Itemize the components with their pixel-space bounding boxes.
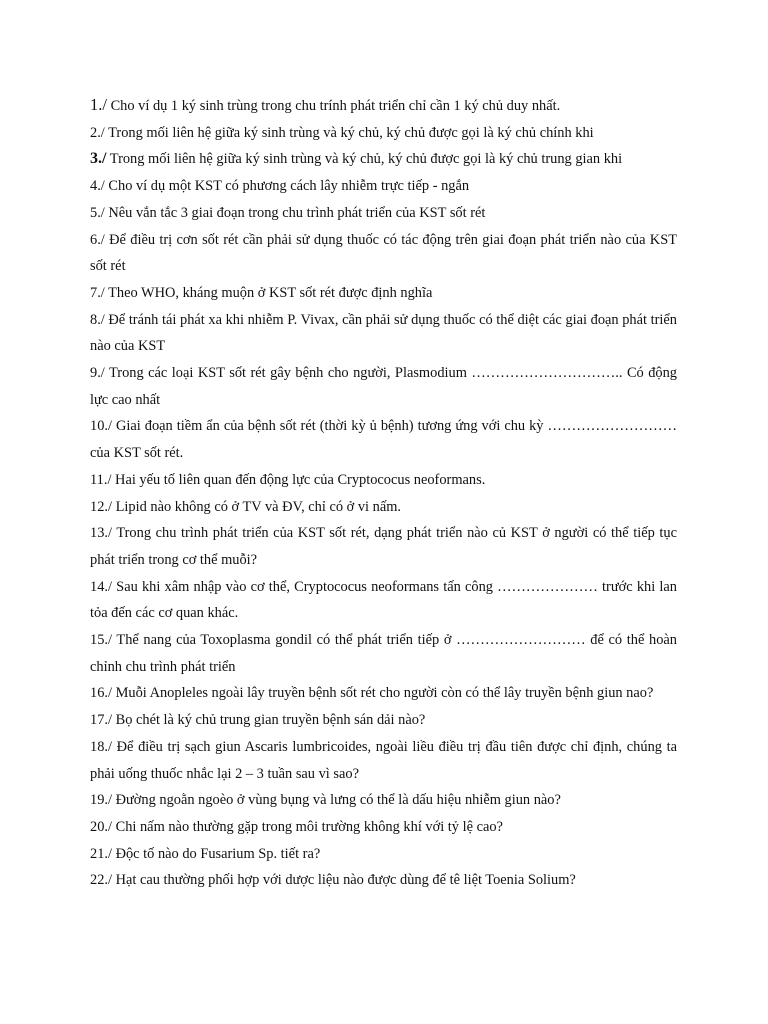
question-number: 3./ [90, 150, 107, 168]
question-item [90, 787, 677, 814]
question-number: 1./ [90, 95, 107, 114]
question-number: 5./ [90, 204, 105, 221]
question-item [90, 92, 677, 120]
question-item [90, 627, 677, 680]
question-item [90, 280, 677, 307]
question-text: Để điều trị sạch giun Ascaris lumbricoides, ngoài liều điều trị đầu tiên được chỉ định, chúng ta phải uống thuốc nhắc lại 2 – 3 tuần sau vì sao? [90, 738, 677, 782]
question-item [90, 413, 677, 466]
question-text: Chi nấm nào thường gặp trong môi trường không khí với tỷ lệ cao? [112, 818, 503, 835]
question-item [90, 307, 677, 360]
question-item [90, 680, 677, 707]
question-number: 6./ [90, 231, 105, 248]
question-number: 14./ [90, 578, 112, 595]
question-item [90, 360, 677, 413]
question-text: Sau khi xâm nhập vào cơ thể, Cryptococus neoformans tấn công ………………… trước khi lan tỏa đến các cơ quan khác. [90, 578, 677, 622]
question-number: 15./ [90, 632, 112, 649]
question-item [90, 734, 677, 787]
question-text: Để điều trị cơn sốt rét cần phải sử dụng thuốc có tác động trên giai đoạn phát triển nào của KST sốt rét [90, 231, 677, 275]
question-text: Bọ chét là ký chủ trung gian truyền bệnh sán dải nào? [112, 712, 426, 729]
question-number: 16./ [90, 685, 112, 702]
question-text: Trong các loại KST sốt rét gây bệnh cho người, Plasmodium ………………………….. Có động lực cao nhất [90, 365, 677, 408]
question-number: 9./ [90, 365, 105, 382]
question-number: 22./ [90, 872, 112, 889]
question-number: 12./ [90, 498, 112, 515]
question-item [90, 574, 677, 627]
question-text: Cho ví dụ một KST có phương cách lây nhiễm trực tiếp - ngắn [104, 178, 470, 195]
question-item [90, 841, 677, 868]
question-text: Muỗi Anopleles ngoài lây truyền bệnh sốt rét cho người còn có thể lây truyền bệnh giun nao? [112, 685, 654, 702]
question-item [90, 520, 677, 573]
question-text: Để tránh tái phát xa khi nhiễm P. Vivax, cần phải sử dụng thuốc có thể diệt các giai đoạn phát triển nào của KST [90, 311, 677, 355]
question-item [90, 173, 677, 200]
question-item [90, 227, 677, 280]
question-list [90, 92, 677, 894]
question-item [90, 867, 677, 894]
question-text: Theo WHO, kháng muộn ở KST sốt rét được định nghĩa [104, 284, 433, 301]
question-text: Hạt cau thường phối hợp với dược liệu nào được dùng để tê liệt Toenia Solium? [112, 872, 576, 889]
question-number: 7./ [90, 284, 105, 301]
question-item [90, 494, 677, 521]
question-number: 20./ [90, 818, 112, 835]
question-text: Giai đoạn tiềm ẩn của bệnh sốt rét (thời kỳ ủ bệnh) tương ứng với chu kỳ ……………………… của KST sốt rét. [90, 418, 677, 462]
question-text: Độc tố nào do Fusarium Sp. tiết ra? [112, 845, 321, 862]
question-number: 8./ [90, 311, 105, 328]
question-text: Trong mối liên hệ giữa ký sinh trùng và ký chủ, ký chủ được gọi là ký chủ trung gian khi [106, 151, 623, 168]
question-number: 10./ [90, 418, 112, 435]
question-item [90, 200, 677, 227]
question-number: 18./ [90, 738, 112, 755]
question-item [90, 146, 677, 173]
question-item [90, 120, 677, 147]
question-text: Đường ngoằn ngoèo ở vùng bụng và lưng có thể là dấu hiệu nhiễm giun nào? [112, 792, 561, 809]
question-text: Trong mối liên hệ giữa ký sinh trùng và ký chủ, ký chủ được gọi là ký chủ chính khi [104, 124, 594, 141]
question-number: 13./ [90, 525, 112, 542]
question-number: 2./ [90, 124, 105, 141]
question-text: Cho ví dụ 1 ký sinh trùng trong chu trính phát triển chỉ cần 1 ký chủ duy nhất. [106, 98, 561, 114]
question-text: Thể nang của Toxoplasma gondil có thể phát triển tiếp ở ……………………… để có thể hoàn chỉnh chu trình phát triển [90, 632, 677, 675]
question-number: 19./ [90, 792, 112, 809]
question-item [90, 467, 677, 494]
question-text: Hai yếu tố liên quan đến động lực của Cryptococus neoformans. [111, 471, 486, 488]
question-number: 11./ [90, 471, 112, 488]
question-item [90, 814, 677, 841]
question-number: 17./ [90, 712, 112, 729]
question-text: Lipid nào không có ở TV và ĐV, chỉ có ở vi nấm. [112, 498, 402, 515]
question-number: 21./ [90, 845, 112, 862]
question-number: 4./ [90, 178, 105, 195]
question-text: Trong chu trình phát triển của KST sốt rét, dạng phát triển nào củ KST ở người có thể tiếp tục phát triển trong cơ thể muỗi? [90, 525, 677, 568]
question-item [90, 707, 677, 734]
question-text: Nêu vắn tắc 3 giai đoạn trong chu trình phát triển của KST sốt rét [104, 204, 486, 221]
